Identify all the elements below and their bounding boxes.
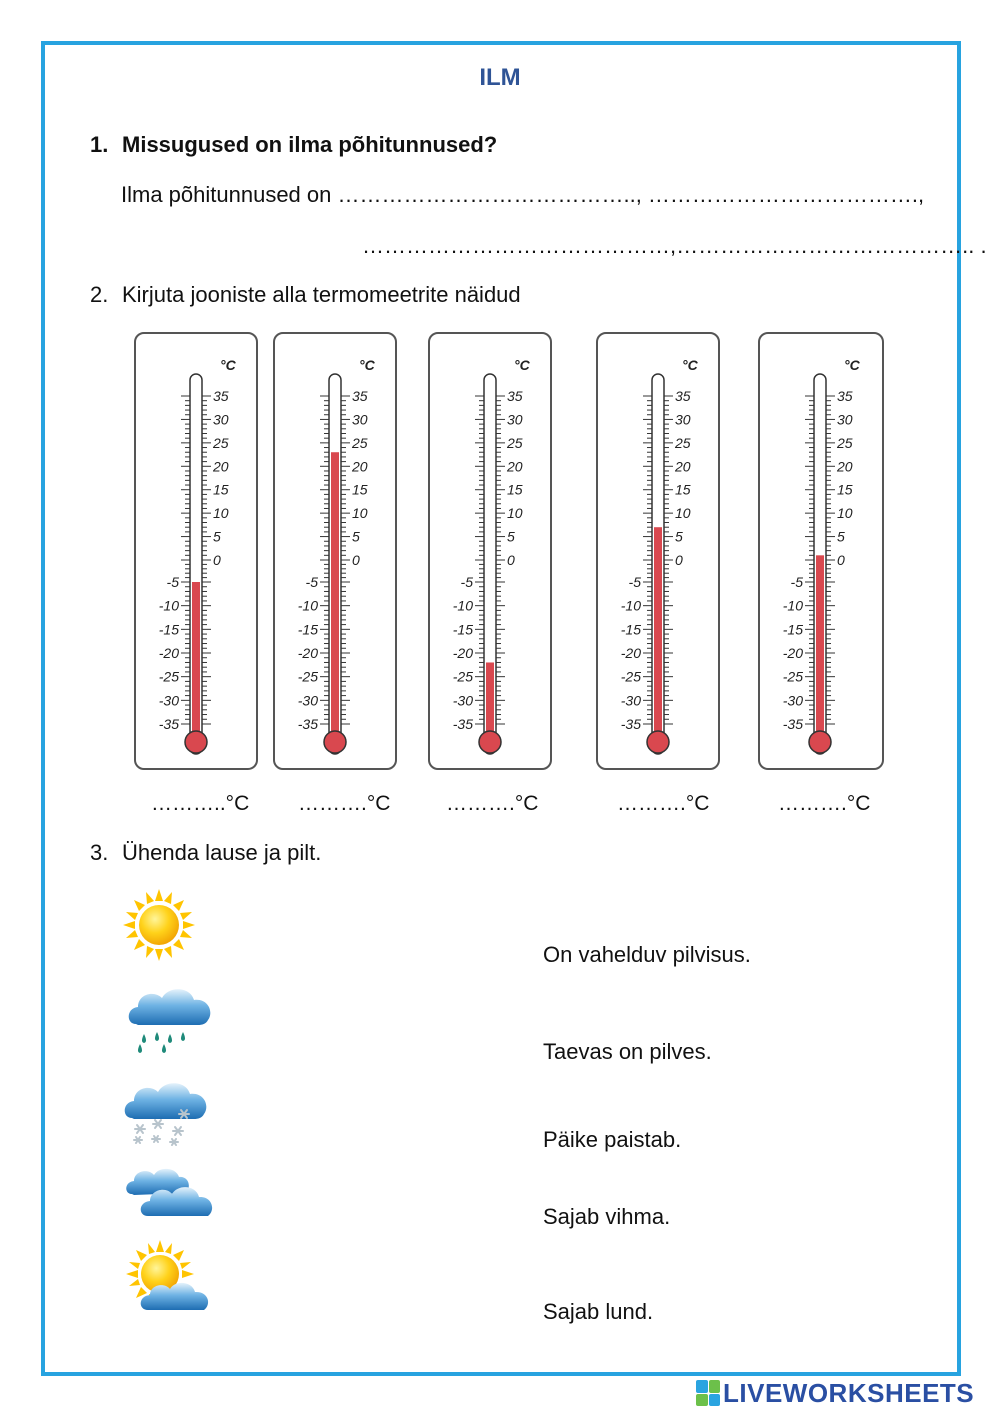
thermometer-5 bbox=[758, 332, 884, 770]
scale-label: -5 bbox=[305, 574, 318, 590]
question-1-answer-line-2[interactable]: ……………………………………,………………………………….. . bbox=[362, 233, 987, 258]
thermometer-bulb bbox=[479, 731, 501, 753]
scale-label: 15 bbox=[352, 481, 368, 498]
scale-label: 5 bbox=[837, 528, 845, 545]
unit-label: °C bbox=[514, 357, 530, 373]
scale-label: -15 bbox=[158, 621, 179, 638]
scale-label: -30 bbox=[297, 692, 318, 709]
scale-label: 10 bbox=[837, 505, 853, 522]
scale-label: -35 bbox=[452, 716, 473, 732]
scale-label: -15 bbox=[452, 621, 473, 638]
thermometer-2-drawing bbox=[275, 334, 395, 768]
scale-label: -30 bbox=[782, 692, 803, 709]
sentence-4[interactable]: Sajab vihma. bbox=[543, 1204, 671, 1229]
scale-label: -15 bbox=[620, 621, 641, 638]
sentence-3[interactable]: Päike paistab. bbox=[543, 1127, 682, 1152]
unit-label: °C bbox=[844, 357, 860, 373]
scale-label: -20 bbox=[452, 645, 473, 661]
scale-label: 30 bbox=[675, 411, 691, 428]
thermometers bbox=[120, 322, 890, 778]
thermometer-1-drawing bbox=[136, 334, 256, 768]
sun-icon[interactable] bbox=[122, 888, 196, 962]
scale-label: 25 bbox=[352, 434, 368, 451]
scale-label: 15 bbox=[837, 481, 853, 498]
scale-label: 0 bbox=[507, 552, 515, 568]
scale-label: 15 bbox=[675, 481, 691, 498]
liveworksheets-logo bbox=[696, 1378, 974, 1408]
rain-cloud-icon[interactable] bbox=[124, 982, 214, 1058]
scale-label: 20 bbox=[507, 458, 523, 475]
thermometer-4-drawing bbox=[598, 334, 718, 768]
reading-answer-2[interactable]: ……….°C bbox=[298, 792, 391, 815]
scale-label: 35 bbox=[837, 388, 853, 404]
scale-label: -25 bbox=[452, 668, 473, 685]
question-1-number: 1. bbox=[90, 132, 109, 157]
question-2-text: Kirjuta jooniste alla termomeetrite näidud bbox=[122, 282, 521, 307]
scale-label: -10 bbox=[158, 597, 179, 614]
scale-label: 35 bbox=[507, 388, 523, 404]
scale-label: -20 bbox=[158, 645, 179, 661]
scale-label: 15 bbox=[213, 481, 229, 498]
thermometer-4 bbox=[596, 332, 720, 770]
thermometer-5-drawing bbox=[760, 334, 882, 768]
thermometer-3-drawing bbox=[430, 334, 550, 768]
thermometer-bulb bbox=[647, 731, 669, 753]
thermometer-liquid bbox=[331, 452, 339, 740]
scale-label: -10 bbox=[452, 597, 473, 614]
sentence-1[interactable]: On vahelduv pilvisus. bbox=[543, 942, 751, 967]
scale-label: -10 bbox=[297, 597, 318, 614]
scale-label: -5 bbox=[790, 574, 803, 590]
thermometer-bulb bbox=[324, 731, 346, 753]
scale-label: -15 bbox=[297, 621, 318, 638]
scale-label: -25 bbox=[158, 668, 179, 685]
scale-label: 5 bbox=[507, 528, 515, 545]
worksheet-title: ILM bbox=[479, 64, 521, 91]
thermometer-3 bbox=[428, 332, 552, 770]
scale-label: 35 bbox=[213, 388, 229, 404]
sentence-2[interactable]: Taevas on pilves. bbox=[543, 1039, 712, 1064]
thermometer-liquid bbox=[192, 582, 200, 740]
sentence-5[interactable]: Sajab lund. bbox=[543, 1299, 654, 1324]
scale-label: 30 bbox=[507, 411, 523, 428]
scale-label: -25 bbox=[782, 668, 803, 685]
thermometer-bulb bbox=[185, 731, 207, 753]
scale-label: -25 bbox=[297, 668, 318, 685]
scale-label: -15 bbox=[782, 621, 803, 638]
question-1 bbox=[90, 132, 497, 158]
reading-answer-4[interactable]: ……….°C bbox=[617, 792, 710, 815]
scale-label: -10 bbox=[782, 597, 803, 614]
scale-label: -35 bbox=[297, 716, 318, 732]
question-1-answer-line-1[interactable]: Ilma põhitunnused on ………………………………….., ………………………………., bbox=[121, 182, 925, 207]
scale-label: -5 bbox=[628, 574, 641, 590]
scale-label: 25 bbox=[675, 434, 691, 451]
logo-text: LIVEWORKSHEETS bbox=[723, 1377, 975, 1408]
scale-label: 10 bbox=[507, 505, 523, 522]
scale-label: -35 bbox=[158, 716, 179, 732]
unit-label: °C bbox=[220, 357, 236, 373]
thermometer-liquid bbox=[486, 662, 494, 740]
thermometer-1 bbox=[134, 332, 258, 770]
scale-label: 10 bbox=[213, 505, 229, 522]
scale-label: 35 bbox=[352, 388, 368, 404]
reading-answer-3[interactable]: ……….°C bbox=[446, 792, 539, 815]
scale-label: 20 bbox=[837, 458, 853, 475]
scale-label: -30 bbox=[452, 692, 473, 709]
scale-label: 25 bbox=[837, 434, 853, 451]
scale-label: -20 bbox=[297, 645, 318, 661]
scale-label: 10 bbox=[352, 505, 368, 522]
question-1-text: Missugused on ilma põhitunnused? bbox=[122, 132, 498, 157]
scale-label: 35 bbox=[675, 388, 691, 404]
unit-label: °C bbox=[682, 357, 698, 373]
scale-label: 30 bbox=[352, 411, 368, 428]
scale-label: -20 bbox=[620, 645, 641, 661]
scale-label: -30 bbox=[158, 692, 179, 709]
scale-label: -20 bbox=[782, 645, 803, 661]
scale-label: 20 bbox=[213, 458, 229, 475]
scale-label: -35 bbox=[620, 716, 641, 732]
scale-label: -25 bbox=[620, 668, 641, 685]
scale-label: 0 bbox=[352, 552, 360, 568]
scale-label: -35 bbox=[782, 716, 803, 732]
thermometer-2 bbox=[273, 332, 397, 770]
reading-answer-1[interactable]: ………..°C bbox=[151, 792, 250, 815]
thermometer-bulb bbox=[809, 731, 831, 753]
question-3-number: 3. bbox=[90, 840, 109, 865]
scale-label: 10 bbox=[675, 505, 691, 522]
thermometer-liquid bbox=[816, 555, 824, 740]
scale-label: 0 bbox=[213, 552, 221, 568]
unit-label: °C bbox=[359, 357, 375, 373]
scale-label: 5 bbox=[352, 528, 360, 545]
scale-label: 5 bbox=[213, 528, 221, 545]
scale-label: 0 bbox=[675, 552, 683, 568]
question-3 bbox=[90, 840, 321, 866]
scale-label: 25 bbox=[213, 434, 229, 451]
scale-label: -30 bbox=[620, 692, 641, 709]
scale-label: -5 bbox=[166, 574, 179, 590]
snow-cloud-icon[interactable] bbox=[122, 1074, 210, 1148]
scale-label: 20 bbox=[675, 458, 691, 475]
question-2-number: 2. bbox=[90, 282, 109, 307]
scale-label: 30 bbox=[213, 411, 229, 428]
scale-label: 20 bbox=[352, 458, 368, 475]
scale-label: 25 bbox=[507, 434, 523, 451]
thermometer-liquid bbox=[654, 527, 662, 740]
scale-label: 0 bbox=[837, 552, 845, 568]
clouds-icon[interactable] bbox=[124, 1164, 214, 1222]
scale-label: -10 bbox=[620, 597, 641, 614]
scale-label: 5 bbox=[675, 528, 683, 545]
reading-answer-5[interactable]: ……….°C bbox=[778, 792, 871, 815]
scale-label: -5 bbox=[460, 574, 473, 590]
scale-label: 30 bbox=[837, 411, 853, 428]
logo-mark-icon bbox=[696, 1380, 720, 1406]
question-3-text: Ühenda lause ja pilt. bbox=[122, 840, 322, 865]
question-2 bbox=[90, 282, 521, 308]
scale-label: 15 bbox=[507, 481, 523, 498]
sun-behind-cloud-icon[interactable] bbox=[122, 1240, 212, 1318]
